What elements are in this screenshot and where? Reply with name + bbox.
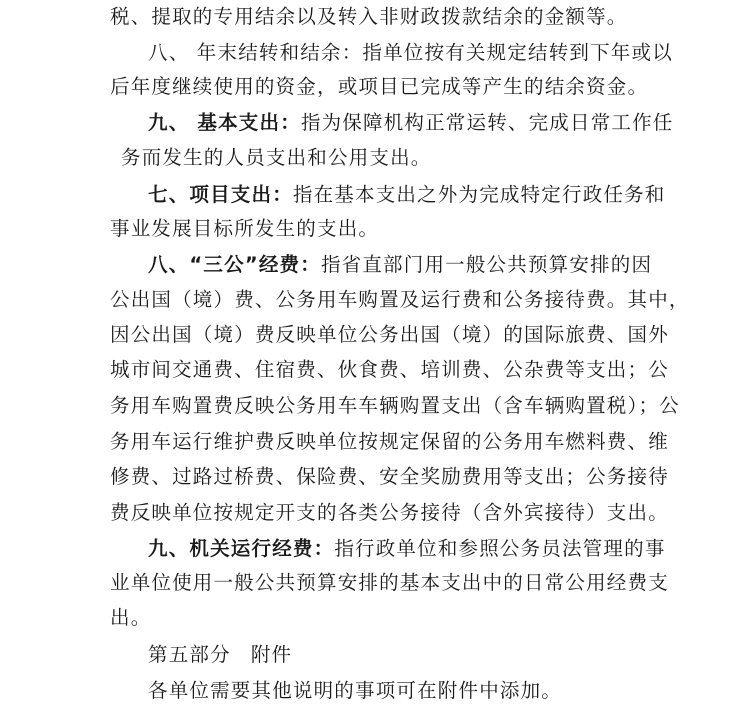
text-line-9 <box>110 287 690 313</box>
line-18-text: 出。 <box>110 606 152 629</box>
line-7-text: 事业发展目标所发生的支出。 <box>110 217 380 240</box>
line-6-text: 指在基本支出之外为完成特定行政任务和 <box>292 183 666 206</box>
text-line-4 <box>148 110 674 136</box>
text-line-2 <box>148 40 673 66</box>
text-line-7 <box>110 216 379 242</box>
section-title: 附件 <box>250 643 293 666</box>
line-10-text: 因公出国（境）费反映单位公务出国（境）的国际旅费、国外 <box>110 323 669 346</box>
line-16-heading: 九、机关运行经费： <box>148 537 335 560</box>
text-line-20 <box>148 678 562 704</box>
text-line-11 <box>110 357 669 383</box>
text-line-5 <box>121 145 432 171</box>
line-4-text: 指为保障机构正常运转、完成日常工作任 <box>300 111 674 134</box>
line-2-heading: 八、 <box>148 41 190 64</box>
text-line-17 <box>110 570 669 596</box>
line-8-text: 指省直部门用一般公共预算安排的因 <box>320 253 653 276</box>
line-4-heading: 九、 基本支出： <box>148 111 301 134</box>
text-line-18 <box>110 605 151 631</box>
text-line-3 <box>110 74 648 100</box>
line-15-text: 费反映单位按规定开支的各类公务接待（含外宾接待）支出。 <box>110 501 669 524</box>
text-line-12 <box>110 393 680 419</box>
line-12-text: 务用车购置费反映公务用车车辆购置支出（含车辆购置税）；公 <box>110 394 680 417</box>
line-13-text: 务用车运行维护费反映单位按规定保留的公务用车燃料费、维 <box>110 430 669 453</box>
line-1-text: 税、提取的专用结余以及转入非财政拨款结余的金额等。 <box>110 5 628 28</box>
text-line-14 <box>110 464 669 490</box>
text-line-1 <box>110 4 628 30</box>
line-2-text: 年末结转和结余：指单位按有关规定结转到下年或以 <box>189 41 673 64</box>
line-11-text: 城市间交通费、住宿费、伙食费、培训费、公杂费等支出；公 <box>110 358 669 381</box>
line-20-text: 各单位需要其他说明的事项可在附件中添加。 <box>148 679 563 702</box>
line-17-text: 业单位使用一般公共预算安排的基本支出中的日常公用经费支 <box>110 571 669 594</box>
text-line-10 <box>110 322 669 348</box>
line-8-heading: 八、“三公”经费： <box>148 253 321 276</box>
text-line-16 <box>148 536 666 562</box>
text-line-6 <box>148 182 666 208</box>
section-label: 第五部分 <box>148 643 231 666</box>
section-heading <box>148 642 292 668</box>
text-line-15 <box>110 500 669 526</box>
text-line-13 <box>110 429 669 455</box>
line-5-text: 务而发生的人员支出和公用支出。 <box>121 146 432 169</box>
line-9-text: 公出国（境）费、公务用车购置及运行费和公务接待费。其中， <box>110 288 690 311</box>
text-line-8 <box>148 252 652 278</box>
line-14-text: 修费、过路过桥费、保险费、安全奖励费用等支出；公务接待 <box>110 465 669 488</box>
line-3-text: 后年度继续使用的资金，或项目已完成等产生的结余资金。 <box>110 75 649 98</box>
line-16-text: 指行政单位和参照公务员法管理的事 <box>334 537 666 560</box>
line-6-heading: 七、项目支出： <box>148 183 293 206</box>
